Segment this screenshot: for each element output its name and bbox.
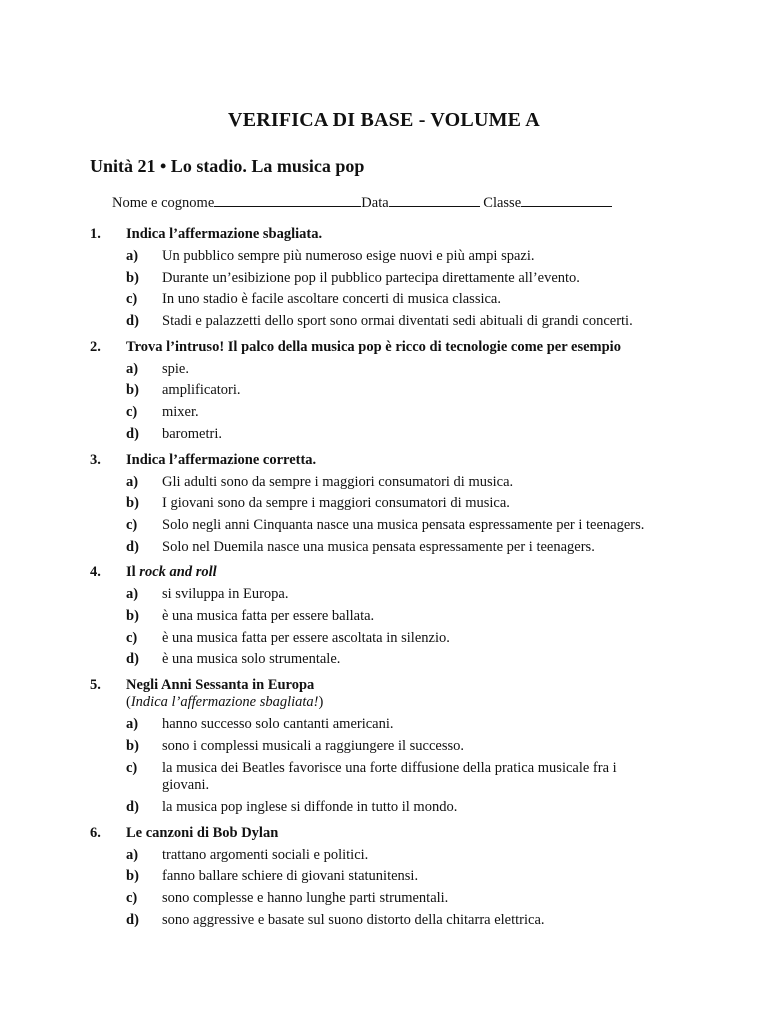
option-text: la musica pop inglese si diffonde in tutto il mondo. (162, 799, 458, 815)
option-text: sono aggressive e basate sul suono distorto della chitarra elettrica. (162, 912, 545, 928)
option-text: Gli adulti sono da sempre i maggiori consumatori di musica. (162, 474, 514, 490)
student-fields (112, 192, 612, 212)
option-label: d) (126, 426, 139, 442)
option-label: d) (126, 912, 139, 928)
option-label: b) (126, 738, 139, 754)
option-label: a) (126, 248, 139, 264)
question-number: 5. (90, 677, 101, 693)
option-text: spie. (162, 361, 189, 377)
date-blank[interactable] (389, 192, 480, 207)
option-label: d) (126, 799, 139, 815)
date-label: Data (361, 195, 389, 211)
option-text: I giovani sono da sempre i maggiori consumatori di musica. (162, 495, 510, 511)
option-label: a) (126, 716, 139, 732)
question-text: Indica l’affermazione corretta. (126, 452, 317, 468)
name-blank[interactable] (214, 192, 361, 207)
option-text: Stadi e palazzetti dello sport sono ormai diventati sedi abituali di grandi concerti. (162, 313, 633, 329)
question-number: 1. (90, 226, 101, 242)
option-text: Un pubblico sempre più numeroso esige nuovi e più ampi spazi. (162, 248, 535, 264)
question-note (126, 694, 323, 711)
option-text: trattano argomenti sociali e politici. (162, 847, 369, 863)
option-text: mixer. (162, 404, 199, 420)
note-text: Indica l’affermazione sbagliata! (130, 694, 319, 710)
page-title: VERIFICA DI BASE - VOLUME A (228, 109, 540, 131)
note-paren-close: ) (318, 694, 324, 710)
name-label: Nome e cognome (112, 195, 215, 211)
question-number: 3. (90, 452, 101, 468)
option-label: b) (126, 868, 139, 884)
question-number: 2. (90, 339, 101, 355)
class-label: Classe (483, 195, 522, 211)
option-label: a) (126, 361, 139, 377)
option-text: la musica dei Beatles favorisce una forte diffusione della pratica musicale fra i giovani. (162, 760, 617, 793)
question-text: Le canzoni di Bob Dylan (126, 825, 279, 841)
option-text: è una musica solo strumentale. (162, 651, 341, 667)
option-text: hanno successo solo cantanti americani. (162, 716, 394, 732)
unit-subtitle: Unità 21 • Lo stadio. La musica pop (90, 156, 365, 176)
option-text: si sviluppa in Europa. (162, 586, 289, 602)
option-text: sono complesse e hanno lunghe parti strumentali. (162, 890, 449, 906)
option-label: d) (126, 651, 139, 667)
option-label: c) (126, 517, 138, 533)
option-text: è una musica fatta per essere ascoltata in silenzio. (162, 630, 450, 646)
question-text (126, 564, 666, 581)
question-text: Negli Anni Sessanta in Europa (126, 677, 315, 693)
question-number: 6. (90, 825, 101, 841)
option-label: c) (126, 404, 138, 420)
option-text: fanno ballare schiere di giovani statunitensi. (162, 868, 419, 884)
question-number: 4. (90, 564, 101, 580)
option-label: a) (126, 847, 139, 863)
question-text: Indica l’affermazione sbagliata. (126, 226, 323, 242)
option-label: c) (126, 630, 138, 646)
question-text-italic: rock and roll (139, 564, 217, 580)
option-text: sono i complessi musicali a raggiungere il successo. (162, 738, 465, 754)
option-label: b) (126, 608, 139, 624)
option-text: In uno stadio è facile ascoltare concerti di musica classica. (162, 291, 501, 307)
option-text: è una musica fatta per essere ballata. (162, 608, 375, 624)
option-text: amplificatori. (162, 382, 241, 398)
option-label: c) (126, 291, 138, 307)
question-text-prefix: Il (126, 564, 140, 580)
option-label: a) (126, 586, 139, 602)
option-label: b) (126, 382, 139, 398)
option-text: Solo negli anni Cinquanta nasce una musica pensata espressamente per i teenagers. (162, 517, 645, 533)
class-blank[interactable] (521, 192, 612, 207)
option-text: Durante un’esibizione pop il pubblico partecipa direttamente all’evento. (162, 270, 580, 286)
option-label: a) (126, 474, 139, 490)
option-text: barometri. (162, 426, 222, 442)
option-label: d) (126, 539, 139, 555)
option-label: c) (126, 760, 138, 776)
option-label: b) (126, 495, 139, 511)
note-paren-open: ( (126, 694, 131, 710)
option-label: d) (126, 313, 139, 329)
question-text: Trova l’intruso! Il palco della musica pop è ricco di tecnologie come per esempio (126, 339, 621, 355)
option-text: Solo nel Duemila nasce una musica pensata espressamente per i teenagers. (162, 539, 595, 555)
option-label: b) (126, 270, 139, 286)
option-label: c) (126, 890, 138, 906)
